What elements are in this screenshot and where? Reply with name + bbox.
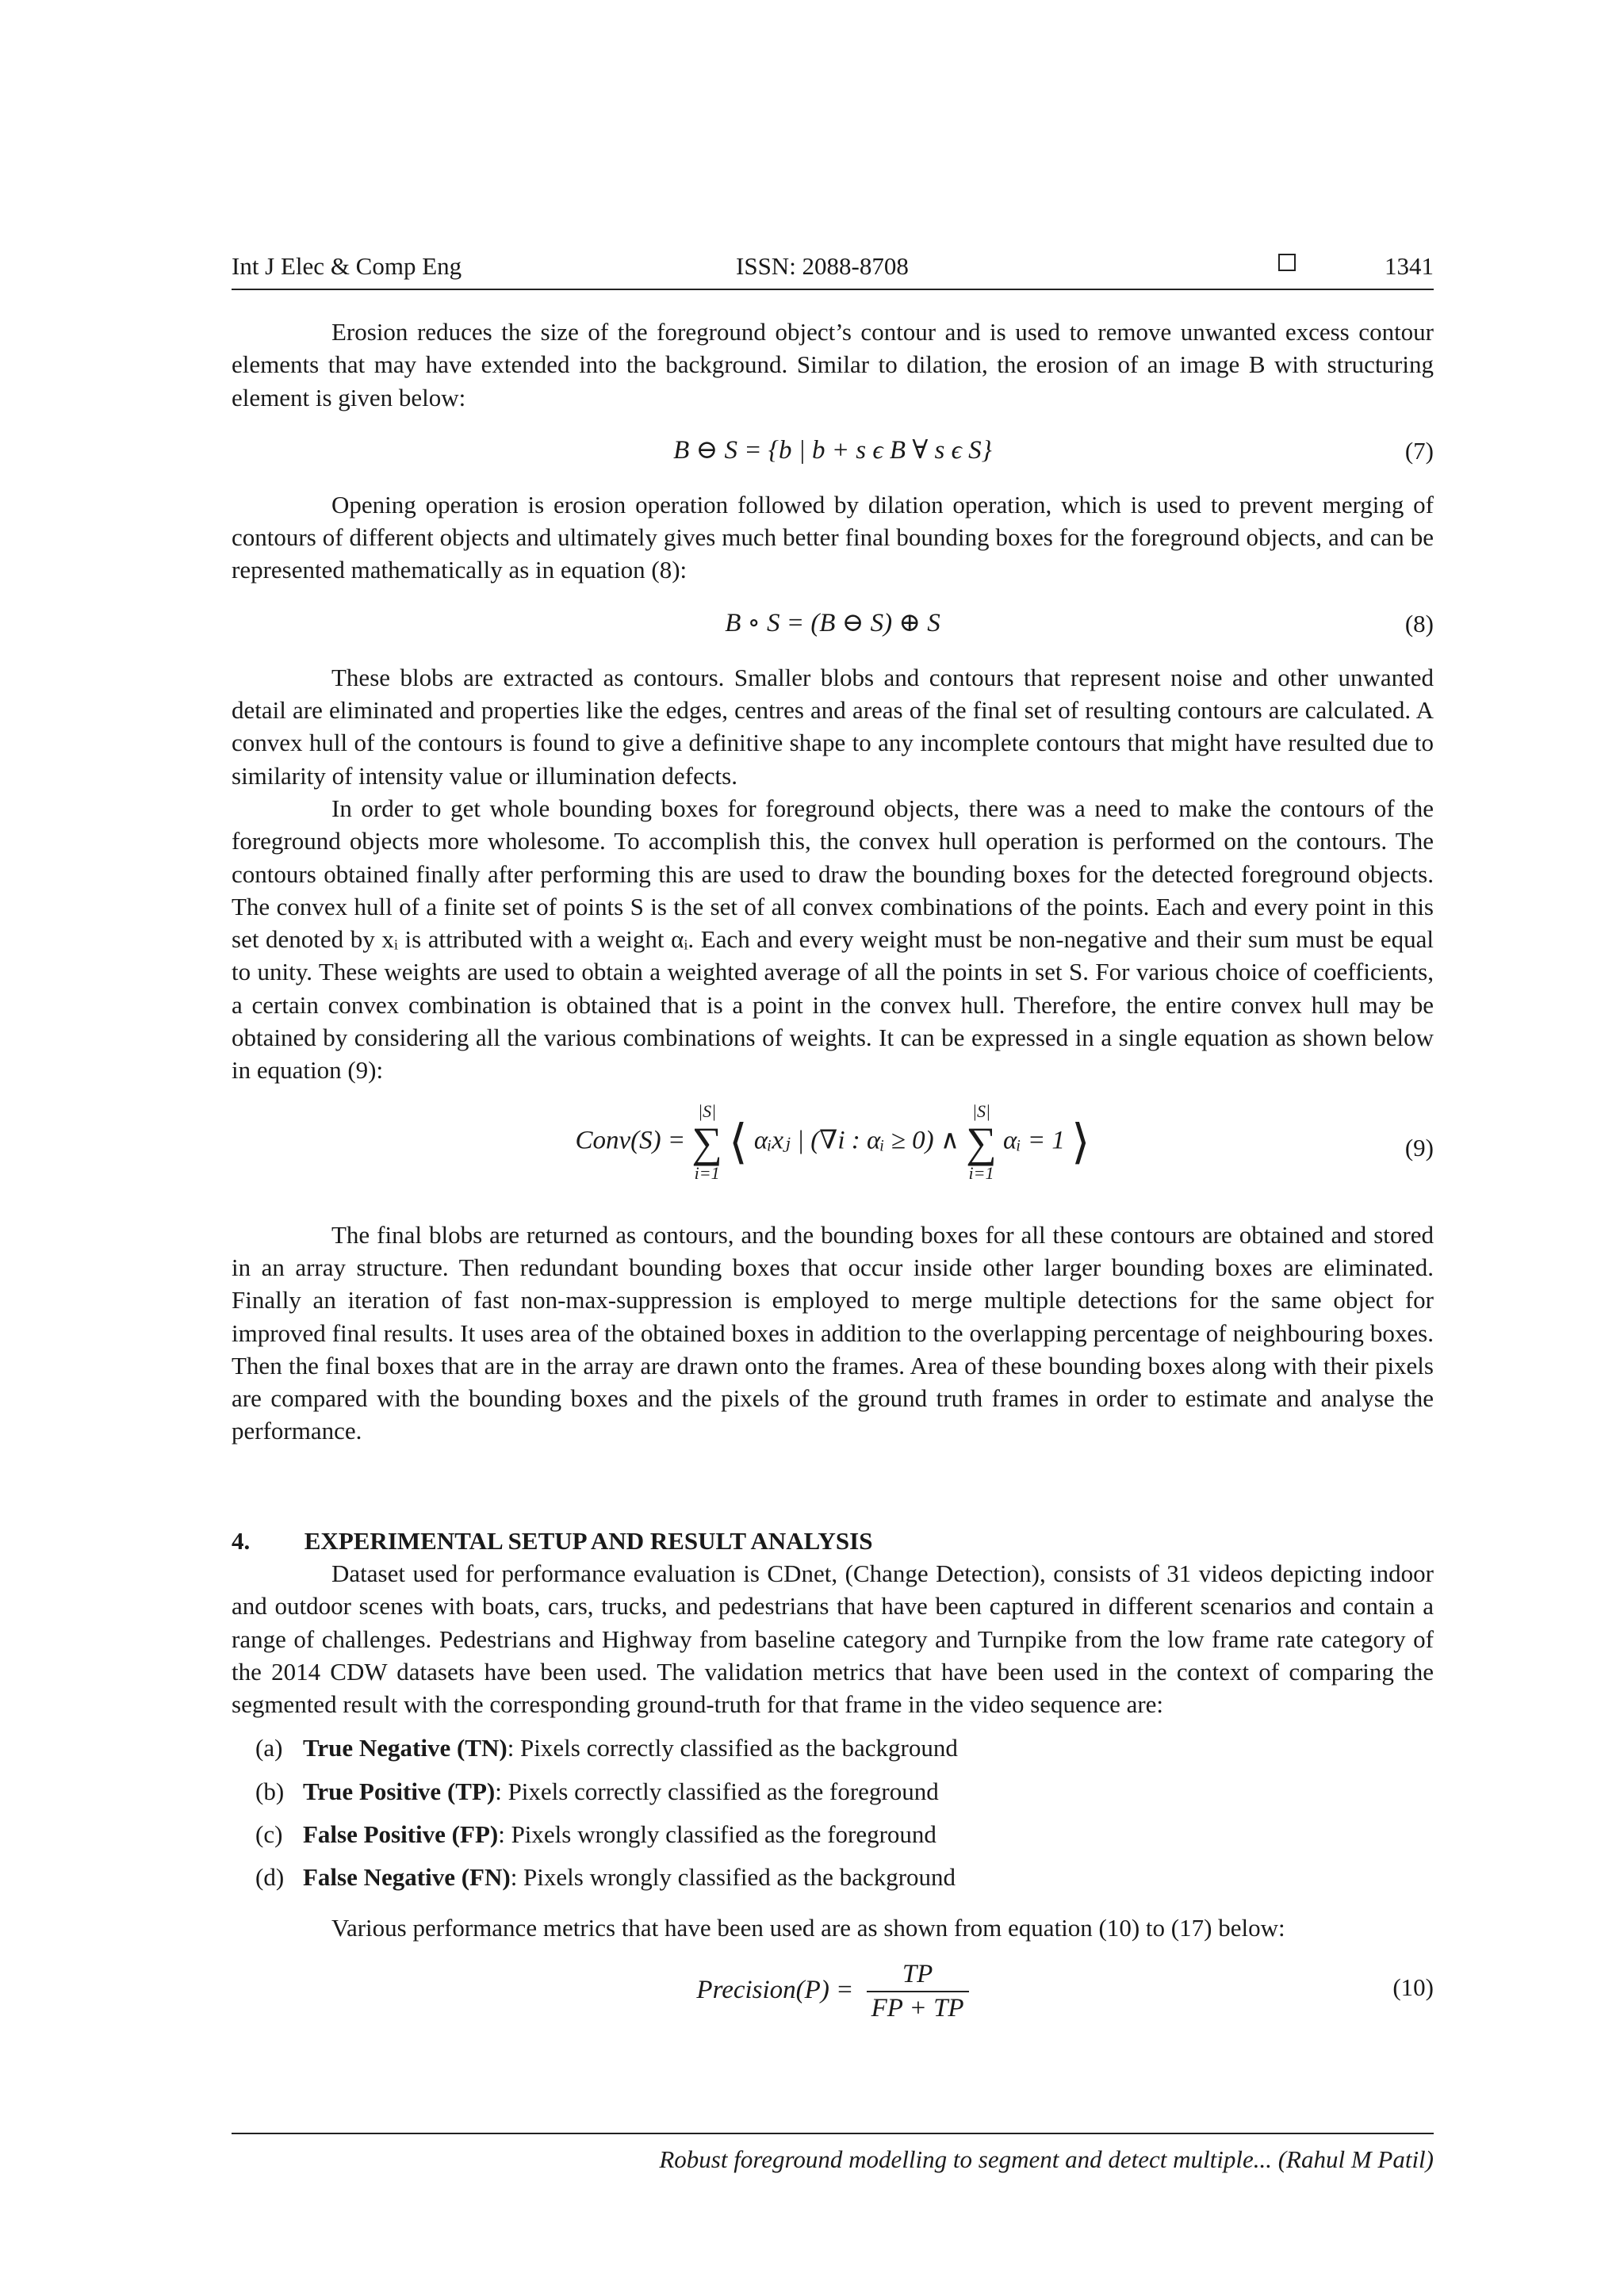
paragraph-dataset: Dataset used for performance evaluation is CDnet, (Change Detection), consists of 31 videos depicting indoor and outdoor scenes with boats, cars, trucks, and pedestrians that have been captured in different scenarios and contain a range of challenges. Pedestrians and Highway from baseline category and Turnpike from the low frame rate category of the 2014 CDW datasets have been used. The validation metrics that have been used in the context of comparing the segmented result with the corresponding ground-truth for that frame in the video sequence are: <box>232 1559 1434 1719</box>
paragraph-erosion: Erosion reduces the size of the foreground object’s contour and is used to remove unwanted excess contour elements that may have extended into the background. Similar to dilation, the erosion of an image B with structuring element is given below: <box>232 318 1434 411</box>
list-item-description: : Pixels correctly classified as the background <box>507 1734 958 1762</box>
list-item <box>255 1775 1434 1808</box>
list-item <box>255 1861 1434 1893</box>
paragraph-opening: Opening operation is erosion operation followed by dilation operation, which is used to prevent merging of contours of different objects and ultimately gives much better final bounding boxes for the foreground objects, and can be represented mathematically as in equation (8): <box>232 490 1434 584</box>
equation-7 <box>232 423 1434 479</box>
equation-10 <box>232 1954 1434 2023</box>
equation-9-term-2: αᵢ = 1 <box>1003 1126 1065 1155</box>
footer-rule <box>232 2133 1434 2134</box>
page-number: 1341 <box>1385 252 1434 280</box>
equation-9-term-1: αᵢxⱼ | (∇i : αᵢ ≥ 0) ∧ <box>753 1126 960 1155</box>
paragraph-blobs: These blobs are extracted as contours. Smaller blobs and contours that represent noise and other unwanted detail are eliminated and properties like the edges, centres and areas of the final set of resulting contours are calculated. A convex hull of the contours is found to give a definitive shape to any incomplete contours that might have resulted due to similarity of intensity value or illumination defects. <box>232 663 1434 790</box>
sum-lower-limit: i=1 <box>968 1162 994 1183</box>
equation-8 <box>232 596 1434 652</box>
fraction-numerator: TP <box>867 1958 969 1992</box>
equation-10-lhs: Precision(P) = <box>696 1975 854 2004</box>
journal-name: Int J Elec & Comp Eng <box>232 252 462 280</box>
list-item-description: : Pixels wrongly classified as the background <box>510 1863 956 1892</box>
list-item-label: (a) <box>255 1734 283 1762</box>
left-angle-icon: ⟨ <box>729 1115 748 1168</box>
sum-upper-limit: |S| <box>971 1100 991 1121</box>
equation-9-expression <box>232 1100 1434 1183</box>
list-item-term: True Negative (TN) <box>303 1734 508 1762</box>
section-title: EXPERIMENTAL SETUP AND RESULT ANALYSIS <box>304 1527 873 1555</box>
list-item-description: : Pixels wrongly classified as the foreground <box>498 1820 936 1849</box>
body-text-section-4 <box>232 1557 1434 2030</box>
sum-lower-limit: i=1 <box>694 1162 720 1183</box>
equation-7-number: (7) <box>1404 436 1434 465</box>
equation-9 <box>232 1096 1434 1209</box>
paragraph-final-blobs: The final blobs are returned as contours, and the bounding boxes for all these contours are obtained and stored in an array structure. Then redundant bounding boxes that occur inside other larger bounding boxes are eliminated. Finally an iteration of fast non-max-suppression is employed to merge multiple detections for the same object for improved final results. It uses area of the obtained boxes in addition to the overlapping percentage of neighbouring boxes. Then the final boxes that are in the array are drawn onto the frames. Area of these bounding boxes along with their pixels are compared with the bounding boxes and the pixels of the ground truth frames in order to estimate and analyse the performance. <box>232 1220 1434 1445</box>
equation-9-number: (9) <box>1404 1133 1434 1161</box>
body-text-top <box>232 316 1434 1448</box>
running-header <box>232 252 1434 290</box>
list-item-label: (d) <box>255 1863 285 1892</box>
summation-1 <box>691 1100 722 1183</box>
paragraph-metrics: Various performance metrics that have been used are as shown from equation (10) to (17) below: <box>331 1913 1285 1942</box>
list-item-term: False Negative (FN) <box>303 1863 511 1892</box>
square-icon <box>1278 254 1296 271</box>
equation-8-number: (8) <box>1404 609 1434 637</box>
equation-9-lhs: Conv(S) = <box>575 1126 686 1155</box>
list-item-description: : Pixels correctly classified as the foreground <box>495 1777 939 1805</box>
paragraph-convex-hull: In order to get whole bounding boxes for foreground objects, there was a need to make the contours of the foreground objects more wholesome. To accomplish this, the convex hull operation is performed on the contours. The contours obtained finally after performing this are used to draw the bounding boxes for the detected foreground objects. The convex hull of a finite set of points S is the set of all convex combinations of the points. Each and every point in this set denoted by xᵢ is attributed with a weight αᵢ. Each and every weight must be non-negative and their sum must be equal to unity. These weights are used to obtain a weighted average of all the points in set S. For various choice of coefficients, a certain convex combination is obtained that is a point in the convex hull. Therefore, the entire convex hull may be obtained by considering all the various combinations of weights. It can be expressed in a single equation as shown below in equation (9): <box>232 794 1434 1085</box>
list-item <box>255 1818 1434 1850</box>
running-footer: Robust foreground modelling to segment and detect multiple... (Rahul M Patil) <box>659 2145 1434 2173</box>
section-heading <box>232 1527 872 1556</box>
equation-7-expression: B ⊖ S = {b | b + s ϵ B ∀ s ϵ S} <box>673 435 992 465</box>
sum-upper-limit: |S| <box>698 1100 717 1121</box>
list-item-term: True Positive (TP) <box>303 1777 496 1805</box>
summation-2 <box>966 1100 997 1183</box>
list-item <box>255 1732 1434 1764</box>
issn: ISSN: 2088-8708 <box>736 252 909 280</box>
equation-8-expression: B ∘ S = (B ⊖ S) ⊕ S <box>725 608 940 637</box>
fraction <box>867 1958 969 2026</box>
right-angle-icon: ⟩ <box>1071 1115 1090 1168</box>
sigma-icon: ∑ <box>691 1118 722 1166</box>
sigma-icon: ∑ <box>966 1118 997 1166</box>
equation-10-expression <box>232 1958 1434 2026</box>
fraction-denominator: FP + TP <box>871 1994 964 2023</box>
metrics-definition-list <box>255 1732 1434 1893</box>
list-item-label: (c) <box>255 1820 283 1849</box>
equation-10-number: (10) <box>1392 1973 1434 2001</box>
section-number: 4. <box>232 1527 251 1555</box>
list-item-term: False Positive (FP) <box>303 1820 499 1849</box>
list-item-label: (b) <box>255 1777 285 1805</box>
